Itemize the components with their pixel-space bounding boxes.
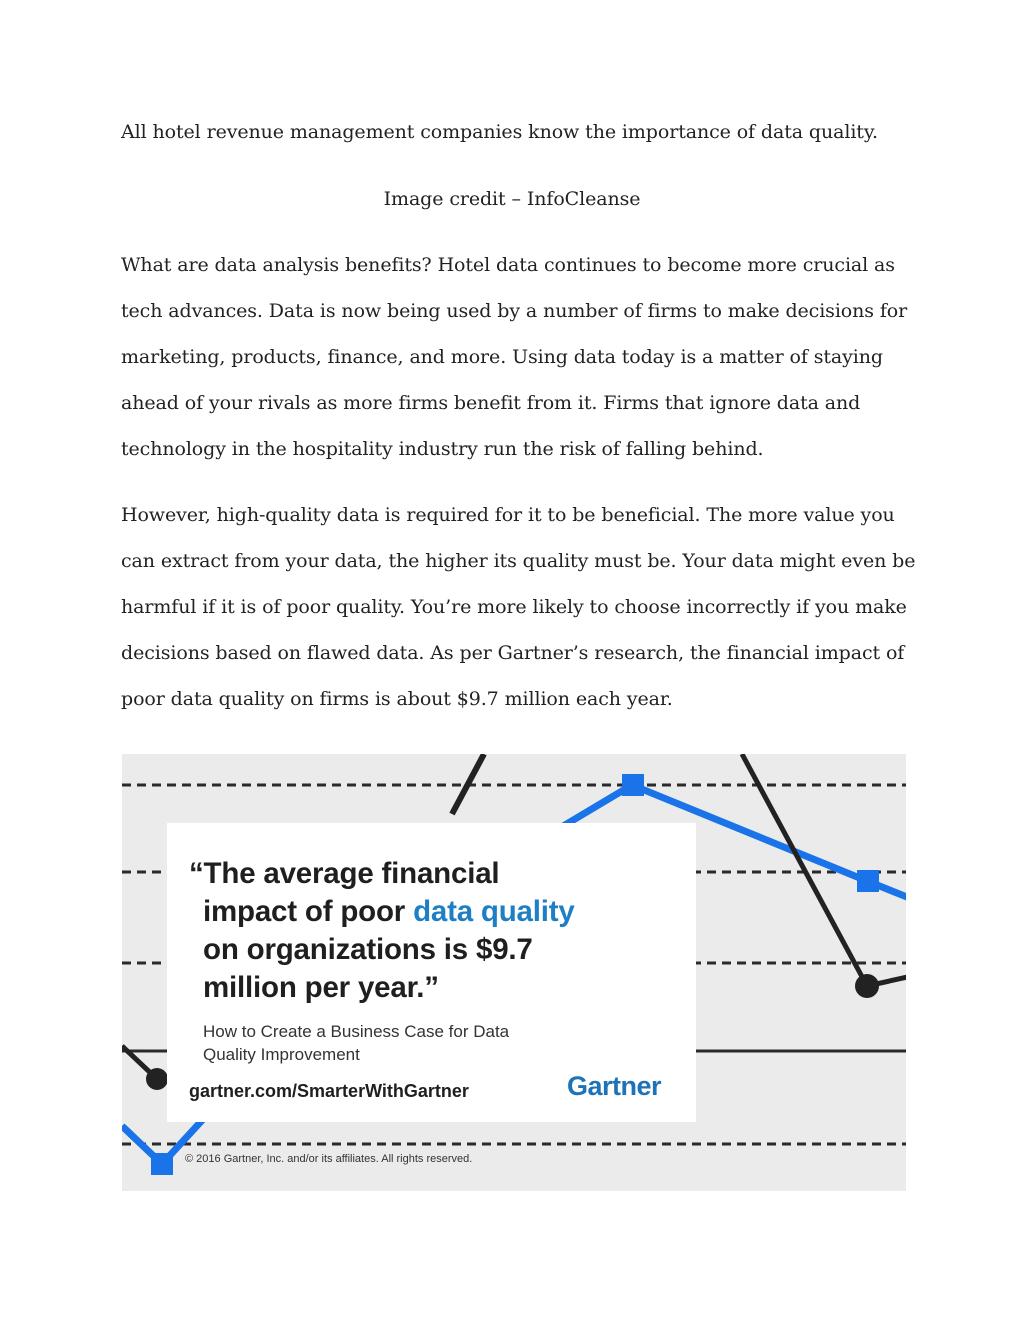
quote-text (189, 855, 689, 1007)
paragraph-2-line: However, high-quality data is required for it to be beneficial. The more value you (121, 504, 895, 526)
copyright-notice: © 2016 Gartner, Inc. and/or its affiliates. All rights reserved. (185, 1153, 473, 1165)
quote-line: million per year.” (203, 971, 439, 1004)
quote-line: “The average financial (189, 857, 500, 890)
paragraph-1-line: What are data analysis benefits? Hotel data continues to become more crucial as (121, 254, 895, 276)
paragraph-2-line: harmful if it is of poor quality. You’re more likely to choose incorrectly if you make (121, 596, 907, 618)
quote-line: on organizations is $9.7 (203, 933, 533, 966)
paragraph-2-line: can extract from your data, the higher its quality must be. Your data might even be (121, 550, 916, 572)
source-url: gartner.com/SmarterWithGartner (189, 1081, 469, 1101)
paragraph-2-line: decisions based on flawed data. As per Gartner’s research, the financial impact of (121, 642, 905, 664)
paragraph-1-line: ahead of your rivals as more firms benefit from it. Firms that ignore data and (121, 392, 861, 414)
paragraph-1-line: marketing, products, finance, and more. Using data today is a matter of staying (121, 346, 883, 368)
quote-card (167, 823, 696, 1122)
paragraph-1-line: technology in the hospitality industry run the risk of falling behind. (121, 438, 764, 460)
quote-line (189, 893, 689, 931)
paragraph-1-line: tech advances. Data is now being used by a number of firms to make decisions for (121, 300, 908, 322)
quote-highlight: data quality (413, 895, 575, 928)
intro-text: All hotel revenue management companies know the importance of data quality. (121, 121, 878, 143)
source-title (203, 1020, 603, 1066)
source-line: How to Create a Business Case for Data (203, 1022, 510, 1041)
gartner-logo: Gartner (567, 1071, 662, 1101)
image-credit: Image credit – InfoCleanse (383, 188, 641, 210)
gartner-quote-image (122, 754, 906, 1191)
paragraph-2-line: poor data quality on firms is about $9.7 million each year. (121, 688, 673, 710)
quote-line-start: impact of poor (203, 895, 414, 928)
source-line: Quality Improvement (203, 1045, 360, 1064)
